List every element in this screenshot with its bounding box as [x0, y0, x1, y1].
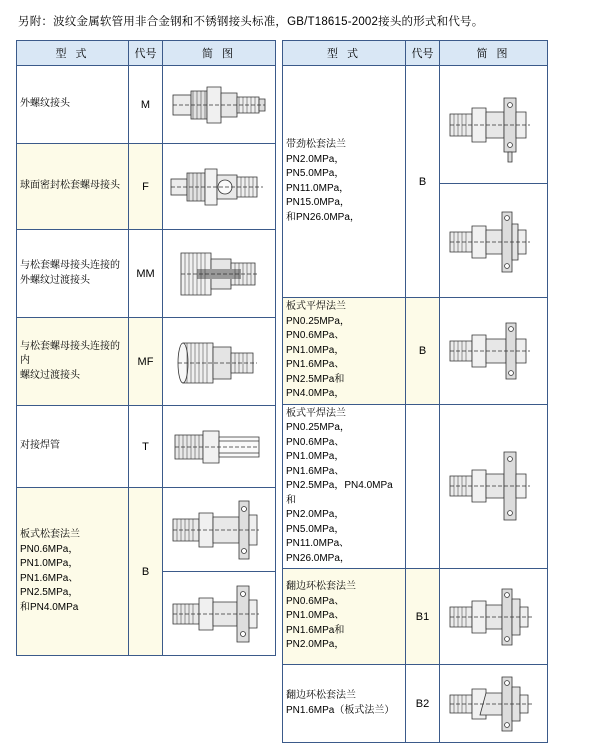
figure-slot-top — [163, 489, 275, 572]
table-header-row — [17, 41, 276, 66]
type-cell: 与松套螺母接头连接的 外螺纹过渡接头 — [17, 230, 129, 318]
female-transition-figure — [167, 329, 271, 395]
figure-cell — [440, 66, 548, 184]
code-cell: B — [129, 488, 163, 656]
header-type: 型 式 — [283, 41, 406, 66]
code-cell: B — [406, 66, 440, 298]
code-cell: MF — [129, 318, 163, 406]
table-row — [17, 66, 276, 144]
code-cell: F — [129, 144, 163, 230]
tables-container — [16, 40, 584, 743]
flared-ring-lap-flange-figure-2 — [444, 669, 544, 739]
plate-welding-flange-figure-2 — [444, 438, 544, 534]
header-code: 代号 — [406, 41, 440, 66]
type-cell: 带劲松套法兰 PN2.0MPa，PN5.0MPa， PN11.0MPa，PN15.0MPa， 和PN26.0MPa， — [283, 66, 406, 298]
spec-table-left — [16, 40, 276, 656]
figure-cell — [163, 406, 276, 488]
figure-cell — [163, 66, 276, 144]
table-row — [17, 406, 276, 488]
code-cell — [406, 404, 440, 569]
table-row — [283, 66, 548, 184]
flared-ring-lap-flange-figure — [444, 577, 544, 657]
type-cell: 板式松套法兰 PN0.6MPa，PN1.0MPa， PN1.6MPa、PN2.5MPa， 和PN4.0MPa — [17, 488, 129, 656]
plate-lap-joint-flange-figure-2 — [167, 572, 271, 654]
code-cell: B2 — [406, 665, 440, 743]
plate-welding-flange-figure — [444, 313, 544, 389]
page-title: 另附：波纹金属软管用非合金钢和不锈钢接头标准，GB/T18615-2002接头的形式和代号。 — [18, 16, 484, 28]
header-figure: 简 图 — [163, 41, 276, 66]
code-cell: B — [406, 298, 440, 405]
type-cell: 球面密封松套螺母接头 — [17, 144, 129, 230]
type-cell: 翻边环松套法兰 PN0.6MPa、PN1.0MPa、 PN1.6MPa和PN2.0MPa， — [283, 569, 406, 665]
table-row — [17, 488, 276, 656]
type-cell: 板式平焊法兰 PN0.25MPa，PN0.6MPa、 PN1.0MPa，PN1.6MPa、 PN2.5MPa，PN4.0MPa 和 PN2.0MPa，PN5.0MPa， PN11.0MPa、PN26.0MPa， — [283, 404, 406, 569]
table-row — [283, 404, 548, 569]
header-figure: 简 图 — [440, 41, 548, 66]
type-cell: 外螺纹接头 — [17, 66, 129, 144]
table-row — [17, 318, 276, 406]
male-transition-figure — [167, 241, 271, 307]
table-row — [283, 665, 548, 743]
table-row — [17, 144, 276, 230]
table-header-row — [283, 41, 548, 66]
spherical-seal-union-figure — [167, 155, 271, 219]
header-type: 型 式 — [17, 41, 129, 66]
figure-cell — [163, 488, 276, 656]
plate-lap-joint-flange-figure — [167, 489, 271, 571]
figure-cell — [163, 230, 276, 318]
type-cell: 对接焊管 — [17, 406, 129, 488]
header-code: 代号 — [129, 41, 163, 66]
figure-cell — [440, 404, 548, 569]
figure-cell — [163, 318, 276, 406]
butt-weld-pipe-figure — [167, 417, 271, 477]
table-row — [17, 230, 276, 318]
type-cell: 翻边环松套法兰 PN1.6MPa（板式法兰） — [283, 665, 406, 743]
type-cell: 板式平焊法兰 PN0.25MPa，PN0.6MPa、 PN1.0MPa，PN1.6MPa、 PN2.5MPa和PN4.0MPa， — [283, 298, 406, 405]
type-cell: 与松套螺母接头连接的内 螺纹过渡接头 — [17, 318, 129, 406]
spec-table-right — [282, 40, 548, 743]
table-row — [283, 298, 548, 405]
figure-cell — [440, 665, 548, 743]
code-cell: MM — [129, 230, 163, 318]
code-cell: B1 — [406, 569, 440, 665]
code-cell: M — [129, 66, 163, 144]
figure-cell — [440, 569, 548, 665]
code-cell: T — [129, 406, 163, 488]
threaded-connector-figure — [167, 75, 271, 135]
figure-cell — [440, 298, 548, 405]
stiffened-lap-flange-figure — [444, 82, 544, 168]
table-row — [283, 569, 548, 665]
stiffened-lap-flange-figure-2 — [444, 198, 544, 284]
figure-slot-bottom — [163, 572, 275, 654]
figure-cell — [163, 144, 276, 230]
figure-cell — [440, 184, 548, 298]
